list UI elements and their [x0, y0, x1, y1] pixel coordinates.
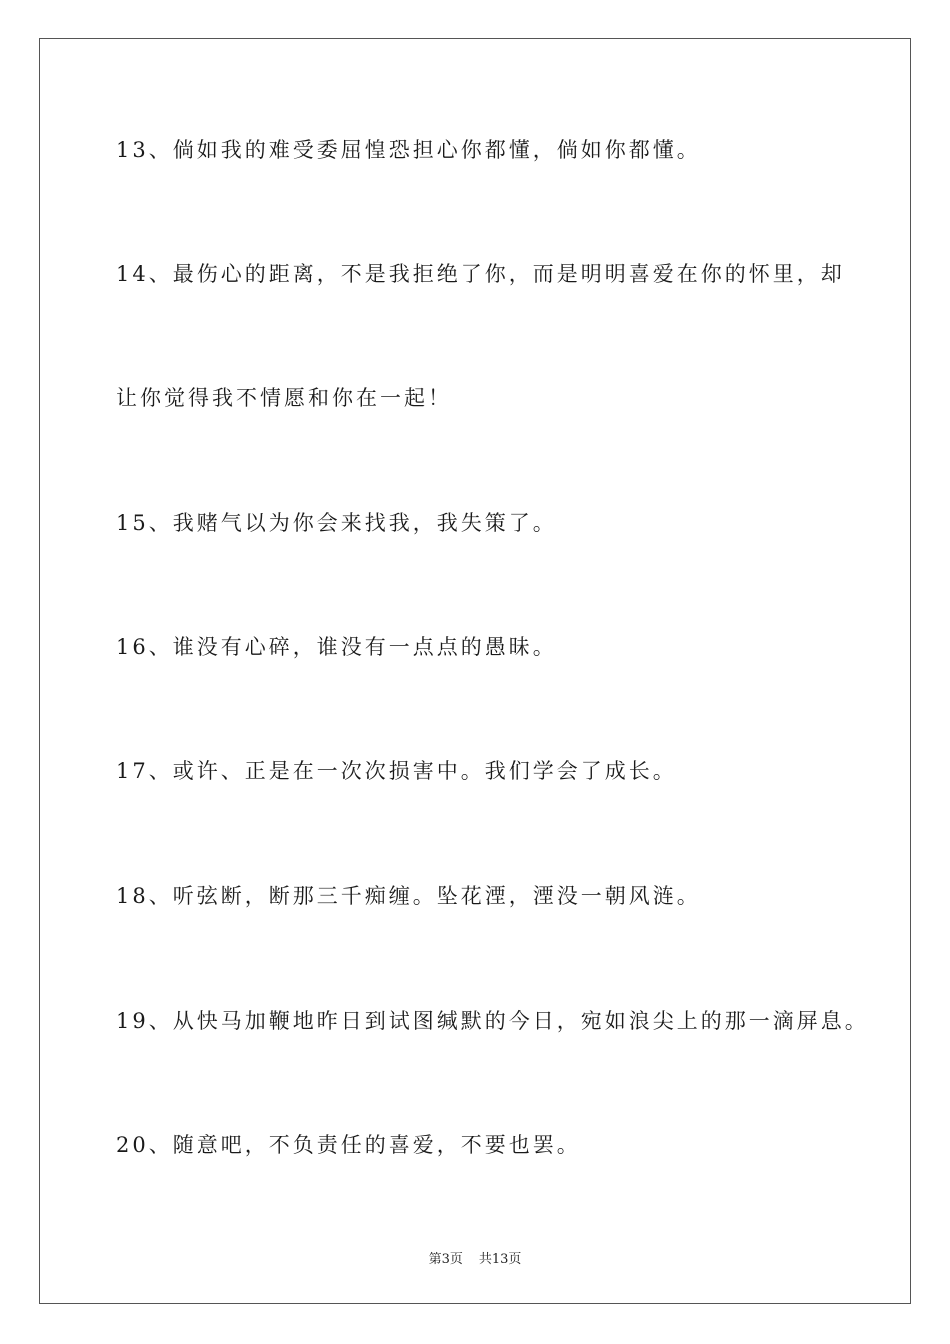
text-line-14-continued: 让你觉得我不情愿和你在一起！: [116, 386, 452, 410]
page-footer: [0, 1248, 950, 1267]
total-pages: 共13页: [478, 1252, 522, 1267]
text-line-19: 19、从快马加鞭地昨日到试图缄默的今日，宛如浪尖上的那一滴屏息。: [116, 1009, 869, 1033]
page-number: 第3页: [428, 1252, 463, 1267]
text-line-15: 15、我赌气以为你会来找我，我失策了。: [116, 511, 557, 535]
text-line-17: 17、或许、正是在一次次损害中。我们学会了成长。: [116, 759, 677, 783]
text-line-16: 16、谁没有心碎，谁没有一点点的愚昧。: [116, 635, 557, 659]
page-border: [39, 38, 911, 1304]
text-line-13: 13、倘如我的难受委屈惶恐担心你都懂，倘如你都懂。: [116, 138, 701, 162]
text-line-14: 14、最伤心的距离，不是我拒绝了你，而是明明喜爱在你的怀里，却: [116, 262, 845, 286]
text-line-20: 20、随意吧，不负责任的喜爱，不要也罢。: [116, 1133, 581, 1157]
text-line-18: 18、听弦断，断那三千痴缠。坠花湮，湮没一朝风涟。: [116, 884, 701, 908]
